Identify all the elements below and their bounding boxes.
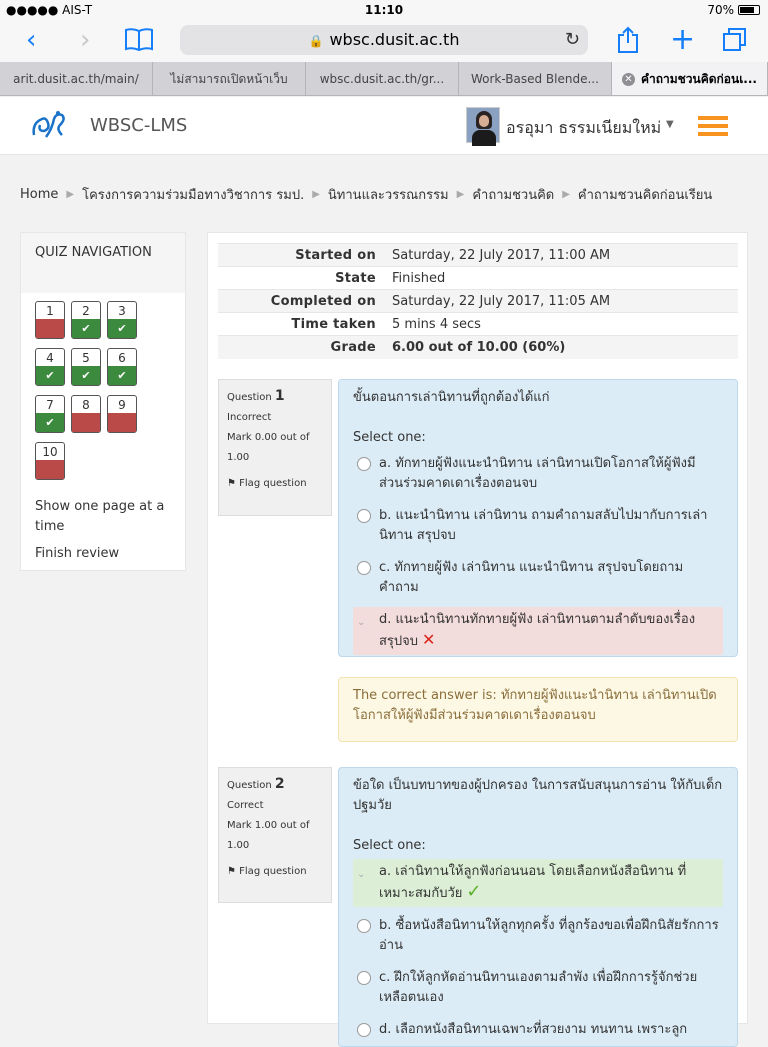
browser-tabs xyxy=(0,62,768,96)
summary-label: Completed on xyxy=(218,290,384,313)
answer-option-text: b. ซื้อหนังสือนิทานให้ลูกทุกครั้ง ที่ลูกร้องขอเพื่อฝึกนิสัยรักการอ่าน xyxy=(379,918,719,953)
flag-question-button[interactable] xyxy=(227,862,323,882)
address-bar[interactable] xyxy=(180,25,588,55)
quiz-navigation-title: QUIZ NAVIGATION xyxy=(21,233,185,293)
answer-option[interactable] xyxy=(353,965,723,1011)
status-bar xyxy=(0,0,768,20)
question-2-info xyxy=(218,767,332,903)
flag-icon: ⚑ xyxy=(227,866,236,877)
quiz-nav-question-5[interactable] xyxy=(71,348,101,386)
summary-value: Saturday, 22 July 2017, 11:05 AM xyxy=(384,290,738,313)
browser-tab[interactable]: ไม่สามารถเปิดหน้าเว็บ xyxy=(153,62,306,95)
breadcrumb xyxy=(20,184,750,205)
answer-option-selected-correct[interactable] xyxy=(353,859,723,907)
chevron-right-icon: ▶ xyxy=(562,189,570,200)
breadcrumb-item[interactable]: โครงการความร่วมมือทางวิชาการ รมป. xyxy=(82,188,305,203)
chevron-right-icon: ▶ xyxy=(456,189,465,200)
table-row xyxy=(218,244,738,267)
radio-button-selected[interactable]: ⌄ xyxy=(357,869,366,880)
check-icon: ✔ xyxy=(36,366,64,385)
table-row xyxy=(218,267,738,290)
question-1-content xyxy=(338,379,738,657)
share-icon[interactable] xyxy=(616,26,640,60)
answer-option[interactable] xyxy=(353,1017,723,1043)
site-name[interactable]: WBSC-LMS xyxy=(90,115,188,136)
browser-toolbar xyxy=(0,20,768,62)
table-row xyxy=(218,290,738,313)
carrier-label: ●●●●● AIS-T xyxy=(6,3,93,17)
quiz-navigation-buttons xyxy=(21,293,171,489)
quiz-nav-number: 5 xyxy=(82,351,90,365)
answer-option[interactable] xyxy=(353,555,723,601)
question-mark: Mark 1.00 out of 1.00 xyxy=(227,820,310,851)
summary-label: Time taken xyxy=(218,313,384,336)
radio-button[interactable] xyxy=(357,1023,371,1037)
quiz-nav-question-6[interactable] xyxy=(107,348,137,386)
radio-button[interactable] xyxy=(357,919,371,933)
breadcrumb-item[interactable]: คำถามชวนคิด xyxy=(472,188,555,203)
browser-tab[interactable]: wbsc.dusit.ac.th/gr... xyxy=(306,62,459,95)
answer-option-text: b. แนะนำนิทาน เล่านิทาน ถามคำถามสลับไปมากับการเล่านิทาน สรุปจบ xyxy=(379,508,708,543)
site-header xyxy=(0,97,768,155)
browser-tab[interactable]: Work-Based Blende... xyxy=(459,62,612,95)
quiz-nav-number: 8 xyxy=(82,398,90,412)
radio-button[interactable] xyxy=(357,457,371,471)
summary-value: 5 mins 4 secs xyxy=(384,313,738,336)
lock-icon: 🔒 xyxy=(308,34,324,48)
quiz-nav-question-2[interactable] xyxy=(71,301,101,339)
quiz-nav-question-9[interactable] xyxy=(107,395,137,433)
answer-option-selected-incorrect[interactable] xyxy=(353,607,723,655)
quiz-nav-number: 1 xyxy=(46,304,54,318)
flag-question-label: Flag question xyxy=(239,866,307,877)
quiz-nav-number: 6 xyxy=(118,351,126,365)
quiz-nav-question-7[interactable] xyxy=(35,395,65,433)
quiz-navigation-block xyxy=(20,232,186,571)
back-icon[interactable]: ‹ xyxy=(26,25,37,55)
answer-option-text: d. แนะนำนิทานทักทายผู้ฟัง เล่านิทานตามลำดับของเรื่อง สรุปจบ xyxy=(379,612,696,649)
question-state: Incorrect xyxy=(227,412,272,423)
quiz-nav-number: 3 xyxy=(118,304,126,318)
question-text: ข้อใด เป็นบทบาทของผู้ปกครอง ในการสนับสนุนการอ่าน ให้กับเด็กปฐมวัย xyxy=(353,778,723,813)
forward-icon[interactable]: › xyxy=(80,25,91,55)
select-one-label: Select one: xyxy=(353,430,426,445)
check-icon: ✔ xyxy=(36,413,64,432)
incorrect-icon: ✕ xyxy=(422,630,436,649)
check-icon: ✔ xyxy=(72,319,100,338)
question-1-info xyxy=(218,379,332,516)
attempt-summary-table xyxy=(218,243,738,359)
browser-tab-label: คำถามชวนคิดก่อนเ... xyxy=(640,72,757,86)
show-one-page-link[interactable]: Show one page at a time xyxy=(35,499,165,534)
select-one-label: Select one: xyxy=(353,838,426,853)
incorrect-status xyxy=(72,413,100,432)
correct-answer-feedback: The correct answer is: ทักทายผู้ฟังแนะนำนิทาน เล่านิทานเปิดโอกาสให้ผู้ฟังมีส่วนร่วมคาดเดาเรื่องตอนจบ xyxy=(338,677,738,742)
answer-option-text: d. เลือกหนังสือนิทานเฉพาะที่สวยงาม ทนทาน เพราะลูก xyxy=(379,1022,688,1037)
check-icon: ✔ xyxy=(72,366,100,385)
quiz-nav-number: 4 xyxy=(46,351,54,365)
question-mark: Mark 0.00 out of 1.00 xyxy=(227,432,310,463)
question-label: Question xyxy=(227,392,272,403)
tabs-overview-icon[interactable] xyxy=(722,26,748,58)
breadcrumb-item[interactable]: คำถามชวนคิดก่อนเรียน xyxy=(577,188,713,203)
site-logo-icon[interactable] xyxy=(28,109,70,143)
question-state: Correct xyxy=(227,800,264,811)
question-number: 2 xyxy=(274,776,285,792)
chevron-right-icon: ▶ xyxy=(312,189,320,200)
flag-question-label: Flag question xyxy=(239,478,307,489)
close-tab-icon[interactable]: ✕ xyxy=(622,73,635,86)
answer-option[interactable] xyxy=(353,913,723,959)
answer-option-text: a. เล่านิทานให้ลูกฟังก่อนนอน โดยเลือกหนังสือนิทาน ที่เหมาะสมกับวัย xyxy=(379,864,687,901)
summary-value: Finished xyxy=(384,267,738,290)
finish-review-link[interactable]: Finish review xyxy=(35,546,120,561)
quiz-nav-number: 9 xyxy=(118,398,126,412)
table-row xyxy=(218,336,738,359)
answer-option[interactable] xyxy=(353,451,723,497)
summary-label: Grade xyxy=(218,336,384,359)
reload-icon[interactable]: ↻ xyxy=(564,29,580,50)
quiz-nav-question-3[interactable] xyxy=(107,301,137,339)
flag-icon: ⚑ xyxy=(227,478,236,489)
browser-tab[interactable]: arit.dusit.ac.th/main/ xyxy=(0,62,153,95)
incorrect-status xyxy=(36,460,64,479)
quiz-nav-question-10[interactable] xyxy=(35,442,65,480)
radio-button[interactable] xyxy=(357,509,371,523)
question-label: Question xyxy=(227,780,272,791)
quiz-nav-question-4[interactable] xyxy=(35,348,65,386)
summary-label: Started on xyxy=(218,244,384,267)
radio-button[interactable] xyxy=(357,561,371,575)
quiz-nav-number: 2 xyxy=(82,304,90,318)
flag-question-button[interactable] xyxy=(227,474,323,494)
browser-tab-active[interactable] xyxy=(612,62,768,95)
clock: 11:10 xyxy=(364,3,404,17)
radio-button-selected[interactable]: ⌄ xyxy=(357,617,366,628)
breadcrumb-item[interactable]: Home xyxy=(20,187,59,202)
answer-option-text: c. ทักทายผู้ฟัง เล่านิทาน แนะนำนิทาน สรุปจบโดยถามคำถาม xyxy=(379,560,684,595)
question-text: ขั้นตอนการเล่านิทานที่ถูกต้องได้แก่ xyxy=(353,390,550,405)
answer-option-text: a. ทักทายผู้ฟังแนะนำนิทาน เล่านิทานเปิดโอกาสให้ผู้ฟังมีส่วนร่วมคาดเดาเรื่องตอนจบ xyxy=(379,456,696,491)
chevron-right-icon: ▶ xyxy=(66,189,75,200)
radio-button[interactable] xyxy=(357,971,371,985)
answer-option-text: c. ฝึกให้ลูกหัดอ่านนิทานเองตามลำพัง เพื่อฝึกการรู้จักช่วยเหลือตนเอง xyxy=(379,970,698,1005)
battery-percent: 70% xyxy=(707,3,734,17)
quiz-nav-question-8[interactable] xyxy=(71,395,101,433)
user-name[interactable]: อรอุมา ธรรมเนียมใหม่ xyxy=(506,118,662,137)
check-icon: ✔ xyxy=(108,366,136,385)
quiz-nav-question-1[interactable] xyxy=(35,301,65,339)
quiz-nav-number: 7 xyxy=(46,398,54,412)
user-avatar[interactable] xyxy=(466,107,500,143)
breadcrumb-item[interactable]: นิทานและวรรณกรรม xyxy=(327,188,449,203)
correct-icon: ✓ xyxy=(466,881,482,902)
incorrect-status xyxy=(36,319,64,338)
summary-value: Saturday, 22 July 2017, 11:00 AM xyxy=(384,244,738,267)
quiz-review-main xyxy=(207,232,748,1037)
menu-icon[interactable] xyxy=(698,116,728,136)
summary-label: State xyxy=(218,267,384,290)
table-row xyxy=(218,313,738,336)
quiz-nav-number: 10 xyxy=(42,445,58,459)
answer-option[interactable] xyxy=(353,503,723,549)
battery-icon xyxy=(738,5,760,15)
question-number: 1 xyxy=(274,388,285,404)
incorrect-status xyxy=(108,413,136,432)
bookmarks-icon[interactable] xyxy=(124,26,154,58)
new-tab-icon[interactable]: + xyxy=(670,22,696,57)
summary-value: 6.00 out of 10.00 (60%) xyxy=(384,336,738,359)
chevron-down-icon[interactable]: ▼ xyxy=(666,119,674,130)
url-text: wbsc.dusit.ac.th xyxy=(329,30,460,49)
check-icon: ✔ xyxy=(108,319,136,338)
question-2-content xyxy=(338,767,738,1047)
